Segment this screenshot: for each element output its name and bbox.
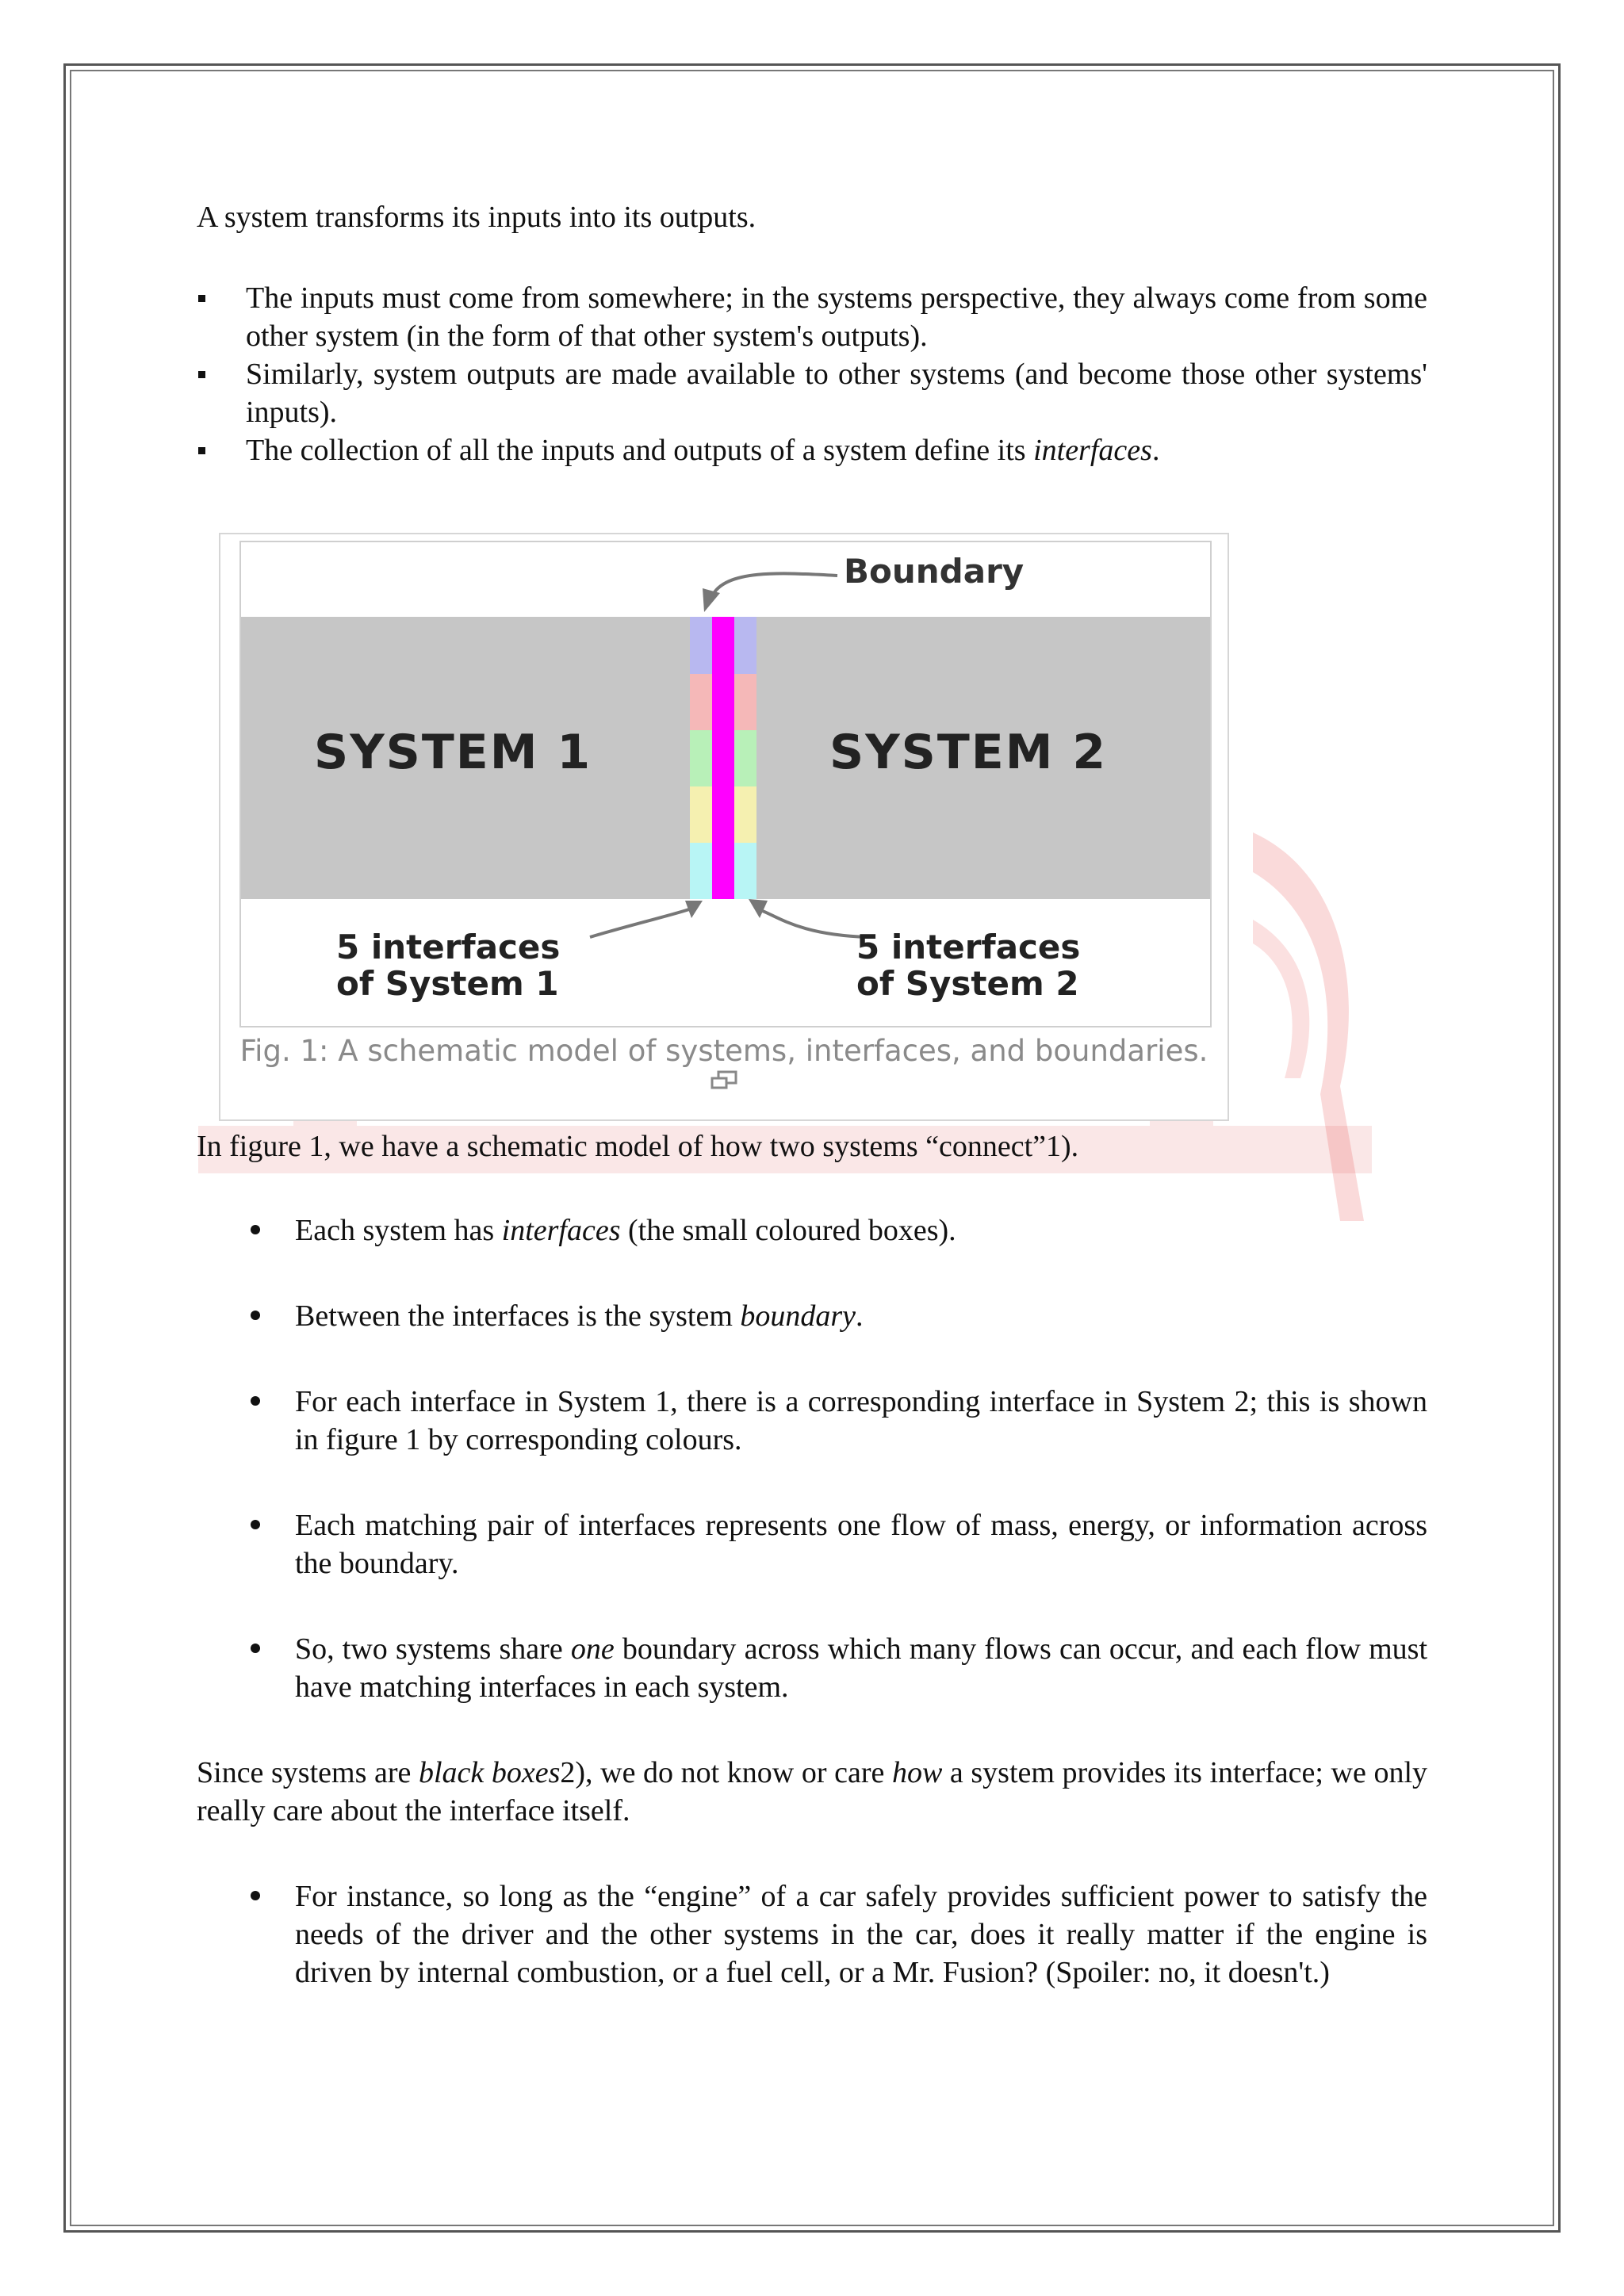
boundary-bar (712, 617, 734, 899)
list-item-text: For each interface in System 1, there is a corresponding interface in System 2; this is shown in figure 1 by corresponding colours. (295, 1385, 1427, 1456)
interface-box-5-right (734, 843, 756, 899)
figure-diagram (239, 541, 1212, 1027)
list-item (197, 355, 1427, 431)
list-item-text: . (856, 1299, 864, 1333)
list-item (197, 431, 1427, 469)
list-item-text: . (1151, 434, 1160, 467)
engine-bullet-list (197, 1877, 1427, 1992)
list-item-text: For instance, so long as the “engine” of a car safely provides sufficient power to satisfy the needs of the driver and the other systems in the car, does it really matter if the engine is driven by internal combustion, or a fuel cell, or a Mr. Fusion? (Spoiler: no, it doesn't.) (295, 1880, 1427, 1989)
list-item-text: The collection of all the inputs and outputs of a system define its (246, 434, 1034, 467)
boundary-arrow (712, 573, 837, 596)
paragraph-text: a system provides its interface; we only really care about the interface itself. (197, 1756, 1428, 1827)
figure-caption-text: Fig. 1: A schematic model of systems, interfaces, and boundaries. (239, 1034, 1208, 1068)
list-item-emphasis: boundary (740, 1299, 856, 1333)
square-bullet-list (197, 279, 1427, 469)
interface-boxes-left (690, 617, 712, 899)
expand-image-icon[interactable] (710, 1070, 742, 1091)
interfaces-system-1-line2: of System 1 (336, 964, 559, 1003)
square-bullet-icon (198, 295, 205, 302)
dot-bullet-icon (251, 1311, 260, 1320)
list-item (197, 1506, 1427, 1582)
dot-bullet-icon (251, 1644, 260, 1653)
interfaces-system-1-line1: 5 interfaces (336, 928, 561, 966)
system-1-label: SYSTEM 1 (314, 725, 592, 780)
interface-box-2-right (734, 674, 756, 730)
list-item (197, 279, 1427, 355)
interfaces-system-2-line2: of System 2 (856, 964, 1079, 1003)
dot-bullet-list (197, 1211, 1427, 1754)
square-bullet-icon (198, 371, 205, 378)
dot-bullet-icon (251, 1396, 260, 1406)
list-item-text: Each matching pair of interfaces represents one flow of mass, energy, or information across the boundary. (295, 1509, 1427, 1580)
square-bullet-icon (198, 447, 205, 454)
interface-box-4-left (690, 786, 712, 843)
list-item-text: Between the interfaces is the system (295, 1299, 741, 1333)
system-2-label: SYSTEM 2 (829, 725, 1108, 780)
list-item-text: Each system has (295, 1214, 502, 1247)
list-item-emphasis: interfaces (501, 1214, 621, 1247)
interfaces-system-2-line1: 5 interfaces (856, 928, 1081, 966)
interface-box-5-left (690, 843, 712, 899)
list-item-text: (the small coloured boxes). (620, 1214, 956, 1247)
interface-box-3-left (690, 730, 712, 786)
list-item (197, 1383, 1427, 1459)
list-item-text: boundary across which many flows can occur, and each flow must have matching interfaces in each system. (295, 1632, 1427, 1704)
intro-paragraph: A system transforms its inputs into its outputs. (197, 201, 756, 234)
interface-boxes-right (734, 617, 756, 899)
paragraph-text: 2), we do not know or care (560, 1756, 892, 1789)
figure-caption (236, 1032, 1212, 1112)
list-item-text: So, two systems share (295, 1632, 571, 1666)
interface-box-4-right (734, 786, 756, 843)
list-item-text: The inputs must come from somewhere; in the systems perspective, they always come from some other system (in the form of that other system's outputs). (246, 281, 1427, 353)
figure-1-intro-paragraph: In figure 1, we have a schematic model of how two systems “connect”1). (197, 1130, 1079, 1163)
list-item (197, 1630, 1427, 1706)
list-item-emphasis: interfaces (1033, 434, 1152, 467)
list-item (197, 1211, 1427, 1249)
interfaces1-arrow (590, 909, 691, 937)
interfaces2-arrow (756, 909, 868, 937)
list-item (197, 1297, 1427, 1335)
paragraph-emphasis: how (891, 1756, 943, 1789)
black-box-paragraph (197, 1754, 1427, 1830)
interfaces2-arrowhead (749, 899, 768, 918)
interfaces-system-2-label (856, 929, 1080, 1002)
dot-bullet-icon (251, 1225, 260, 1234)
dot-bullet-icon (251, 1891, 260, 1900)
interface-box-3-right (734, 730, 756, 786)
boundary-label: Boundary (844, 552, 1025, 591)
figure-1 (219, 533, 1229, 1121)
dot-bullet-icon (251, 1520, 260, 1529)
interface-box-1-left (690, 617, 712, 674)
list-item (197, 1877, 1427, 1992)
interfaces-system-1-label (336, 929, 560, 1002)
list-item-emphasis: one (570, 1632, 615, 1666)
paragraph-emphasis: black boxes (418, 1756, 561, 1789)
interface-box-2-left (690, 674, 712, 730)
list-item-text: Similarly, system outputs are made available to other systems (and become those other systems' inputs). (246, 358, 1427, 429)
interface-box-1-right (734, 617, 756, 674)
boundary-arrowhead (703, 588, 720, 612)
paragraph-text: Since systems are (197, 1756, 419, 1789)
